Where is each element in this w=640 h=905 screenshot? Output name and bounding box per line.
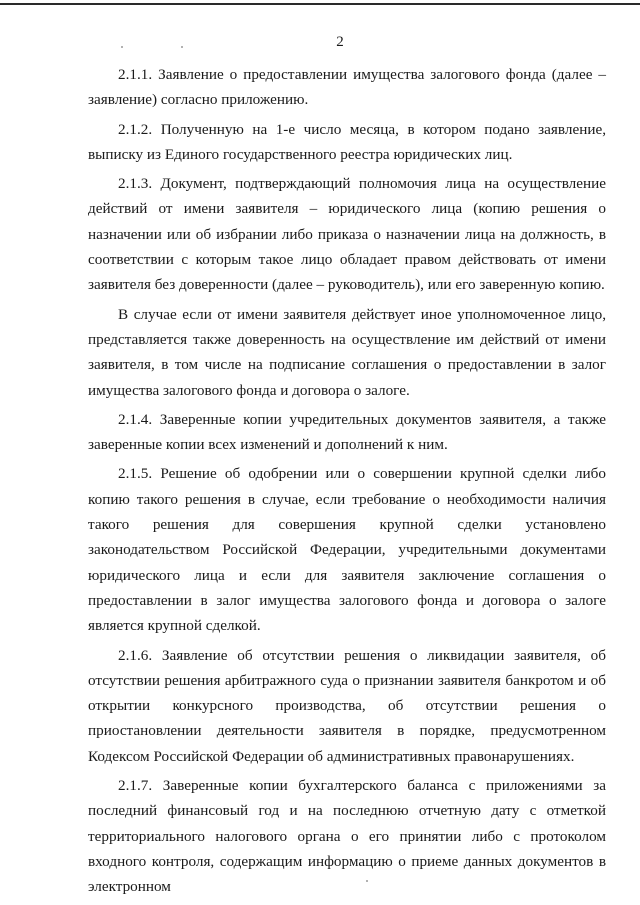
page-number: 2: [336, 34, 344, 50]
paragraph-2-1-7: 2.1.7. Заверенные копии бухгалтерского баланса с приложениями за последний финансовый год и на последнюю отчетную дату с отметкой территориального налогового органа о его принятии либо с протоколом входного контроля, содержащим информацию о приеме данных документов в электронном: [88, 777, 606, 896]
paragraph-2-1-5: 2.1.5. Решение об одобрении или о совершении крупной сделки либо копию такого решения в случае, если требование о необходимости наличия такого решения для совершения крупной сделки установлено законодательством Российской Федерации, учредительными документами юридического лица и если для заявителя заключение соглашения о предоставлении в залог имущества залогового фонда и договора о залоге является крупной сделкой.: [88, 465, 606, 635]
paragraph-2-1-2: 2.1.2. Полученную на 1-е число месяца, в котором подано заявление, выписку из Единого государственного реестра юридических лиц.: [88, 120, 606, 163]
paragraph-2-1-3: 2.1.3. Документ, подтверждающий полномочия лица на осуществление действий от имени заявителя – юридического лица (копию решения о назначении или об избрании либо приказа о назначении лица на должность, в соответствии с которым такое лицо обладает правом действовать от имени заявителя без доверенности (далее – руководитель), или его заверенную копию.: [88, 175, 606, 294]
paragraph-2-1-6: 2.1.6. Заявление об отсутствии решения о ликвидации заявителя, об отсутствии решения арбитражного суда о признании заявителя банкротом и об открытии конкурсного производства, об отсутствии решения о приостановлении деятельности заявителя в порядке, предусмотренном Кодексом Российской Федерации об административных правонарушениях.: [88, 646, 606, 765]
paragraph-authorized-person: В случае если от имени заявителя действует иное уполномоченное лицо, представляется также доверенность на осуществление им действий от имени заявителя, в том числе на подписание соглашения о предоставлении в залог имущества залогового фонда и договора о залоге.: [88, 305, 606, 399]
paragraph-2-1-1: 2.1.1. Заявление о предоставлении имущества залогового фонда (далее – заявление) согласно приложению.: [88, 66, 606, 109]
paragraph-2-1-4: 2.1.4. Заверенные копии учредительных документов заявителя, а также заверенные копии всех изменений и дополнений к ним.: [88, 410, 606, 454]
document-body: [88, 62, 606, 900]
top-border-line: [0, 3, 640, 5]
